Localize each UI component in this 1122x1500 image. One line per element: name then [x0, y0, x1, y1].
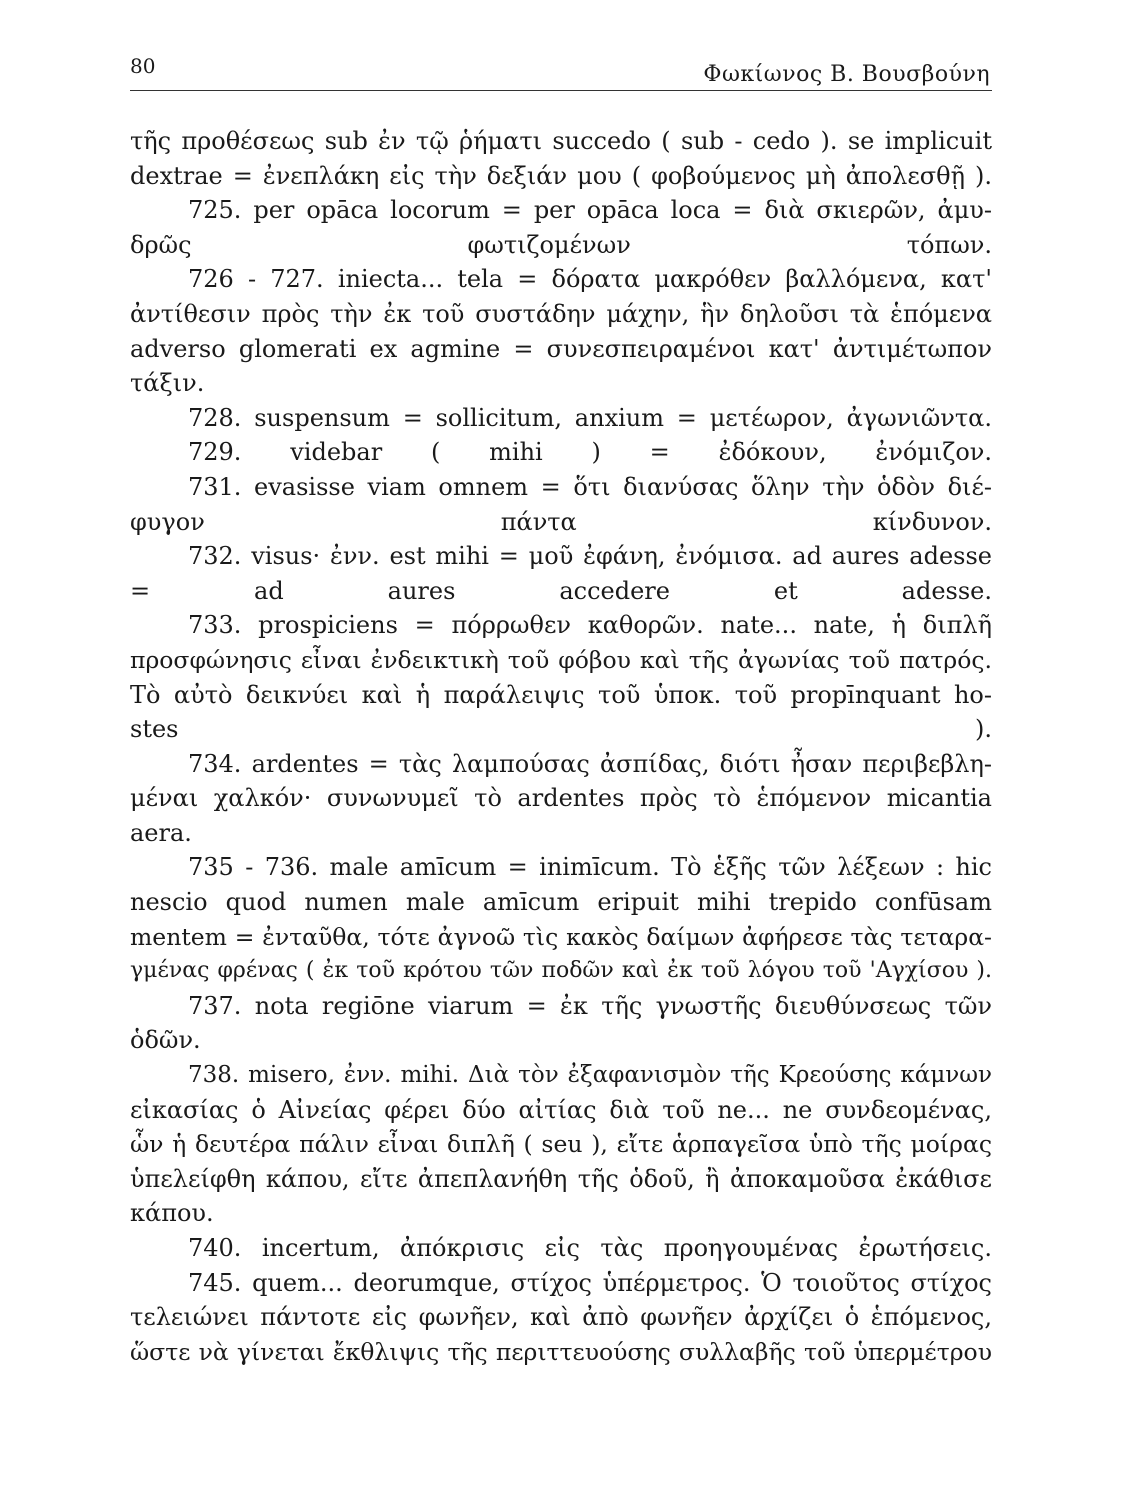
text-line: τάξιν.	[130, 369, 205, 398]
text-line: ὑπελείφθη κάπου, εἴτε ἀπεπλανήθη τῆς ὁδοῦ, ἢ ἀποκαμοῦσα ἐκάθισε	[130, 1164, 992, 1193]
text-line: ὥστε νὰ γίνεται ἔκθλιψις τῆς περιττευούσης συλλαβῆς τοῦ ὑπερμέτρου	[130, 1337, 992, 1366]
text-line: 729. videbar ( mihi ) = ἐδόκουν, ἐνόμιζον.	[188, 438, 992, 467]
text-line: ὁδῶν.	[130, 1026, 201, 1055]
text-line: δρῶς φωτιζομένων τόπων.	[130, 230, 992, 259]
text-line: 726 - 727. iniecta... tela = δόρατα μακρόθεν βαλλόμενα, κατ'	[188, 265, 992, 294]
text-line: 735 - 736. male amīcum = inimīcum. Τὸ ἑξῆς τῶν λέξεων : hic	[188, 853, 992, 882]
text-line: nescio quod numen male amīcum eripuit mihi trepido confūsam	[130, 888, 992, 917]
running-head: Φωκίωνος Β. Βουσβούνη	[703, 62, 990, 87]
text-line: 732. visus· ἐνν. est mihi = μοῦ ἐφάνη, ἐνόμισα. ad aures adesse	[188, 542, 992, 571]
text-line: stes ).	[130, 715, 992, 744]
text-line: προσφώνησις εἶναι ἐνδεικτικὴ τοῦ φόβου καὶ τῆς ἀγωνίας τοῦ πατρός.	[130, 645, 992, 674]
text-line: τελειώνει πάντοτε εἰς φωνῆεν, καὶ ἀπὸ φωνῆεν ἀρχίζει ὁ ἑπόμενος,	[130, 1303, 992, 1332]
text-line: = ad aures accedere et adesse.	[130, 576, 992, 605]
text-line: ὧν ἡ δευτέρα πάλιν εἶναι διπλῆ ( seu ), εἴτε ἁρπαγεῖσα ὑπὸ τῆς μοίρας	[130, 1130, 992, 1159]
page-number: 80	[130, 54, 156, 78]
text-line: 745. quem... deorumque, στίχος ὑπέρμετρος. Ὁ τοιοῦτος στίχος	[188, 1268, 992, 1297]
text-line: μέναι χαλκόν· συνωνυμεῖ τὸ ardentes πρὸς τὸ ἑπόμενον micantia	[130, 784, 992, 813]
text-line: 737. nota regiōne viarum = ἐκ τῆς γνωστῆς διευθύνσεως τῶν	[188, 991, 992, 1020]
text-line: φυγον πάντα κίνδυνον.	[130, 507, 992, 536]
text-line: ἀντίθεσιν πρὸς τὴν ἐκ τοῦ συστάδην μάχην, ἣν δηλοῦσι τὰ ἑπόμενα	[130, 299, 992, 328]
text-line: 728. suspensum = sollicitum, anxium = μετέωρον, ἀγωνιῶντα.	[188, 403, 992, 432]
text-line: aera.	[130, 818, 192, 847]
text-line: κάπου.	[130, 1199, 214, 1228]
text-line: εἰκασίας ὁ Αἰνείας φέρει δύο αἰτίας διὰ τοῦ ne... ne συνδεομένας,	[130, 1095, 992, 1124]
text-line: 725. per opāca locorum = per opāca loca = διὰ σκιερῶν, ἀμυ-	[188, 196, 992, 225]
text-line: 733. prospiciens = πόρρωθεν καθορῶν. nate... nate, ἡ διπλῆ	[188, 611, 992, 640]
text-line: adverso glomerati ex agmine = συνεσπειραμένοι κατ' ἀντιμέτωπον	[130, 334, 992, 363]
text-line: 734. ardentes = τὰς λαμπούσας ἀσπίδας, διότι ἦσαν περιβεβλη-	[188, 749, 992, 778]
text-line: Τὸ αὐτὸ δεικνύει καὶ ἡ παράλειψις τοῦ ὑποκ. τοῦ propīnquant ho-	[130, 680, 992, 709]
text-line: 738. misero, ἐνν. mihi. Διὰ τὸν ἐξαφανισμὸν τῆς Κρεούσης κάμνων	[188, 1062, 992, 1089]
text-line: γμένας φρένας ( ἐκ τοῦ κρότου τῶν ποδῶν καὶ ἐκ τοῦ λόγου τοῦ 'Αγχίσου ).	[130, 958, 992, 984]
text-line: mentem = ἐνταῦθα, τότε ἀγνοῶ τὶς κακὸς δαίμων ἀφήρεσε τὰς τεταρα-	[130, 922, 992, 951]
page-header	[130, 54, 992, 91]
text-line: τῆς προθέσεως sub ἐν τῷ ῥήματι succedo ( sub - cedo ). se implicuit	[130, 127, 992, 155]
text-line: dextrae = ἐνεπλάκη εἰς τὴν δεξιάν μου ( φοβούμενος μὴ ἀπολεσθῇ ).	[130, 161, 992, 190]
commentary-text	[130, 124, 992, 1369]
text-line: 731. evasisse viam omnem = ὅτι διανύσας ὅλην τὴν ὁδὸν διέ-	[188, 472, 992, 501]
text-line: 740. incertum, ἀπόκρισις εἰς τὰς προηγουμένας ἐρωτήσεις.	[188, 1234, 992, 1262]
